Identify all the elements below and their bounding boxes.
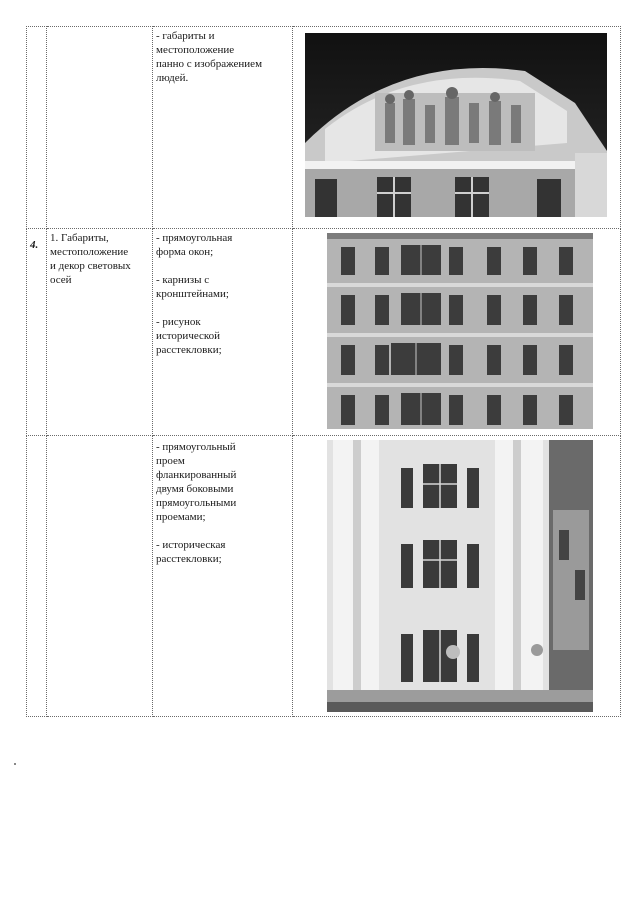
table-row xyxy=(27,229,621,436)
scan-speck xyxy=(14,763,16,765)
table-row xyxy=(27,27,621,229)
building-top-panel-photo xyxy=(305,33,607,217)
description-cell: - прямоугольный проем фланкированный двумя боковыми прямоугольными проемами; - историческая расстекловки; xyxy=(153,436,293,717)
table-row xyxy=(27,436,621,717)
document-table xyxy=(26,26,621,717)
row-number-cell xyxy=(27,27,47,229)
row-number-cell xyxy=(27,436,47,717)
row-number-cell: 4. xyxy=(27,229,47,436)
facade-windows-photo xyxy=(327,233,593,429)
photo-cell xyxy=(293,27,621,229)
photo-cell xyxy=(293,436,621,717)
description-cell: - прямоугольная форма окон; - карнизы с кронштейнами; - рисунок исторической расстекловки; xyxy=(153,229,293,436)
photo-cell xyxy=(293,229,621,436)
item-cell xyxy=(47,27,153,229)
item-cell xyxy=(47,436,153,717)
description-cell: - габариты и местоположение панно с изображением людей. xyxy=(153,27,293,229)
facade-pilasters-photo xyxy=(327,440,593,712)
item-cell: 1. Габариты, местоположение и декор световых осей xyxy=(47,229,153,436)
